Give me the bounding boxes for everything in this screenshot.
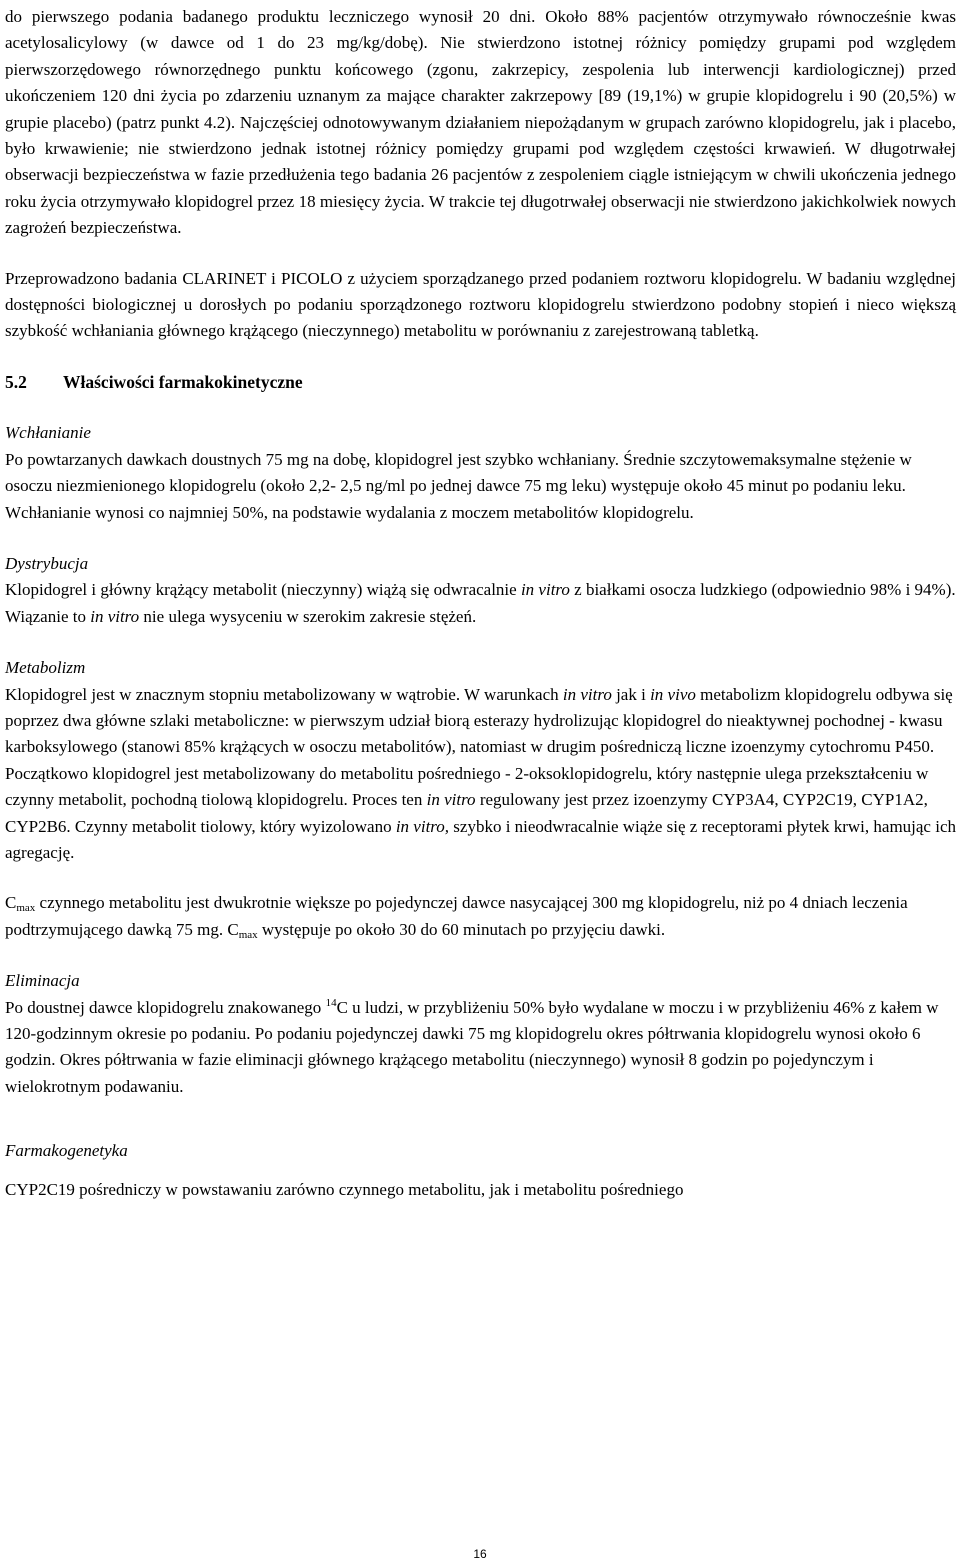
section-heading: [5, 369, 956, 395]
elimination-heading: Eliminacja: [5, 971, 80, 991]
distribution-text-1: Klopidogrel i główny krążący metabolit (nieczynny) wiążą się odwracalnie: [5, 580, 521, 600]
cmax-text-1: czynnego metabolitu jest dwukrotnie większe po pojedynczej dawce nasycającej 300 mg klopidogrelu, niż po 4 dniach leczenia podtrzymującego dawką 75 mg. C: [5, 893, 908, 939]
distribution-text-3: nie ulega wysyceniu w szerokim zakresie stężeń.: [139, 606, 477, 626]
absorption-paragraph: Po powtarzanych dawkach doustnych 75 mg na dobę, klopidogrel jest szybko wchłaniany. Średnie szczytowemaksymalne stężenie w osoczu niezmienionego klopidogrelu (około 2,2- 2,5 ng/ml po jednej dawce 75 mg leku) występuje około 45 minut po podaniu leku. Wchłanianie wynosi co najmniej 50%, na podstawie wydalania z moczem metabolitów klopidogrelu.: [5, 449, 912, 522]
cmax-subscript-2: max: [238, 928, 258, 941]
section-title: Właściwości farmakokinetyczne: [63, 371, 303, 392]
distribution-text-2: z białkami osocza ludzkiego (odpowiednio 98% i 94%). Wiązanie to: [5, 580, 956, 626]
metabolism-italic-2: in vivo: [650, 684, 696, 704]
absorption-heading: Wchłanianie: [5, 423, 91, 443]
distribution-italic-2: in vitro: [90, 606, 140, 626]
elimination-superscript: 14: [325, 996, 337, 1009]
metabolism-text-4: regulowany jest przez izoenzymy CYP3A4, CYP2C19, CYP1A2, CYP2B6. Czynny metabolit tiolowy, który wyizolowano: [5, 790, 928, 836]
metabolism-text-1: Klopidogrel jest w znacznym stopniu metabolizowany w wątrobie. W warunkach: [5, 684, 563, 704]
distribution-paragraph: [5, 577, 956, 630]
metabolism-text-5: szybko i nieodwracalnie wiąże się z receptorami płytek krwi, hamując ich agregację.: [5, 816, 956, 862]
cmax-paragraph: [5, 890, 956, 943]
metabolism-italic-1: in vitro: [562, 684, 612, 704]
cmax-symbol-1: C: [5, 893, 17, 913]
elimination-paragraph: [5, 995, 956, 1101]
metabolism-paragraph: [5, 682, 956, 867]
distribution-italic-1: in vitro: [520, 580, 570, 600]
distribution-heading: Dystrybucja: [5, 553, 89, 573]
cmax-text-2: występuje po około 30 do 60 minutach po przyjęciu dawki.: [257, 919, 666, 939]
metabolism-italic-4: in vitro,: [395, 816, 450, 836]
section-number: 5.2: [5, 371, 27, 392]
metabolism-italic-3: in vitro: [426, 790, 476, 810]
metabolism-text-2: jak i: [611, 684, 651, 704]
clarinet-paragraph: Przeprowadzono badania CLARINET i PICOLO z użyciem sporządzanego przed podaniem roztworu klopidogrelu. W badaniu względnej dostępności biologicznej u dorosłych po podaniu sporządzonego roztworu klopidogrelu stwierdzono podobny stopień i nieco większą szybkość wchłaniania głównego krążącego (nieczynnego) metabolitu w porównaniu z zarejestrowaną tabletką.: [5, 268, 956, 341]
metabolism-heading: Metabolizm: [5, 658, 86, 678]
elimination-text-2: C u ludzi, w przybliżeniu 50% było wydalane w moczu i w przybliżeniu 46% z kałem w 120-godzinnym okresie po podaniu. Po podaniu pojedynczej dawki 75 mg klopidogrelu okres półtrwania klopidogrelu wynosi około 6 godzin. Okres półtrwania w fazie eliminacji głównego krążącego metabolitu (nieczynnego) wynosił 8 godzin po pojedynczym i wielokrotnym podawaniu.: [5, 997, 939, 1096]
cmax-subscript-1: max: [16, 902, 36, 915]
intro-paragraph: do pierwszego podania badanego produktu leczniczego wynosił 20 dni. Około 88% pacjentów otrzymywało równocześnie kwas acetylosalicylowy (w dawce od 1 do 23 mg/kg/dobę). Nie stwierdzono istotnej różnicy pomiędzy grupami pod względem pierwszorzędowego równorzędnego punktu końcowego (zgonu, zakrzepicy, zespolenia lub interwencji kardiologicznej) przed ukończeniem 120 dni życia po zdarzeniu uznanym za mające charakter zakrzepowy [89 (19,1%) w grupie klopidogrelu i 90 (20,5%) w grupie placebo) (patrz punkt 4.2). Najczęściej odnotowywanym działaniem niepożądanym w grupach zarówno klopidogrelu, jak i placebo, było krwawienie; nie stwierdzono jednak istotnej różnicy pomiędzy grupami pod względem częstości krwawień. W długotrwałej obserwacji bezpieczeństwa w fazie przedłużenia tego badania 26 pacjentów z zespoleniem ciągle istniejącym w chwili ukończenia jednego roku życia otrzymywało klopidogrel przez 18 miesięcy życia. W trakcie tej długotrwałej obserwacji nie stwierdzono jakichkolwiek nowych zagrożeń bezpieczeństwa.: [5, 7, 956, 238]
pharmacogenetics-heading: Farmakogenetyka: [5, 1141, 128, 1161]
elimination-text-1: Po doustnej dawce klopidogrelu znakowanego: [5, 997, 326, 1017]
page-number: 16: [473, 1547, 487, 1561]
pharmacogenetics-paragraph: CYP2C19 pośredniczy w powstawaniu zarówno czynnego metabolitu, jak i metabolitu pośredniego: [5, 1179, 684, 1199]
metabolism-text-3: metabolizm klopidogrelu odbywa się poprzez dwa główne szlaki metaboliczne: w pierwszym udział biorą esterazy hydrolizując klopidogrel do nieaktywnej pochodnej - kwasu karboksylowego (stanowi 85% krążących w osoczu metabolitów), natomiast w drugim pośredniczą liczne izoenzymy cytochromu P450. Początkowo klopidogrel jest metabolizowany do metabolitu pośredniego - 2-oksoklopidogrelu, który następnie ulega przekształceniu w czynny metabolit, pochodną tiolową klopidogrelu. Proces ten: [5, 684, 953, 810]
